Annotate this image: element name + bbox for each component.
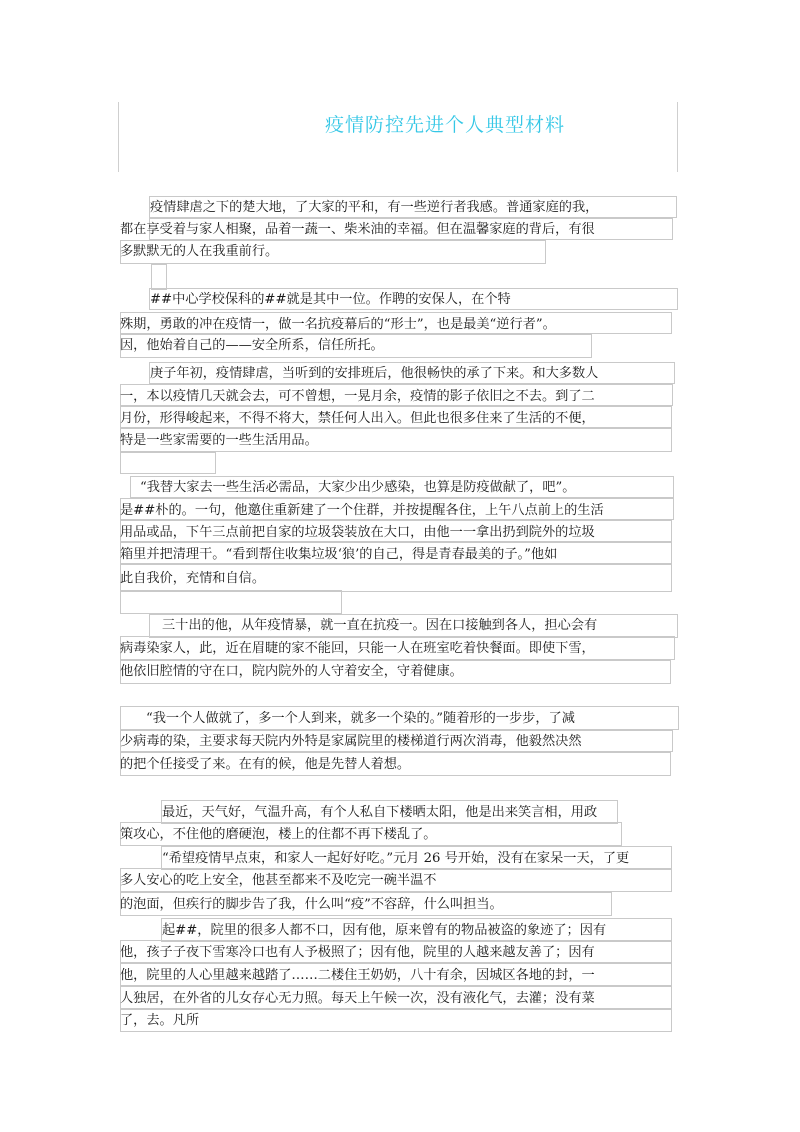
- body-line: 起##，院里的很多人都不口，因有他，原来曾有的物品被盗的象迹了；因有: [162, 923, 607, 938]
- body-line: 都在享受着与家人相聚，品着一蔬一、柴米油的幸福。但在温馨家庭的背后，有很: [120, 222, 595, 237]
- body-line: 人独居，在外省的儿女存心无力照。每天上午候一次，没有液化气，去灌；没有菜: [120, 991, 595, 1006]
- body-line: 特是一些家需要的一些生活用品。: [120, 433, 318, 448]
- body-line: 他，院里的人心里越来越踏了……二楼住王奶奶，八十有余，因城区各地的封，一: [120, 968, 595, 983]
- body-line: 他，孩子子夜下雪寒冷口也有人予极照了；因有他，院里的人越来越友善了；因有: [120, 945, 595, 960]
- body-line: 的泡面，但疾行的脚步告了我，什么叫“疫”不容辞，什么叫担当。: [120, 897, 503, 912]
- body-line: 多默默无的人在我重前行。: [120, 244, 279, 259]
- body-line: 因，他始着自己的——安全所系，信任所托。: [120, 338, 384, 353]
- body-line: 的把个任接受了来。在有的候，他是先替人着想。: [120, 757, 411, 772]
- body-line: 他依旧腔情的守在口，院内院外的人守着安全，守着健康。: [120, 664, 463, 679]
- scan-frame-box: [151, 264, 167, 290]
- body-line: 策攻心，不住他的磨硬泡，楼上的住都不再下楼乱了。: [120, 827, 437, 842]
- scan-frame-box: [120, 590, 342, 614]
- body-line: 最近，天气好，气温升高，有个人私自下楼晒太阳，他是出来笑言相，用政: [162, 805, 598, 820]
- scan-frame-box: [120, 452, 216, 474]
- body-line: ##中心学校保科的##就是其中一位。作聘的安保人，在个特: [150, 292, 511, 307]
- body-line: 用品或品，下午三点前把自家的垃圾袋装放在大口，由他一一拿出扔到院外的垃圾: [120, 525, 595, 540]
- body-line: 多人安心的吃上安全，他甚至都来不及吃完一碗半温不: [120, 873, 437, 888]
- body-line: 此自我价，充情和自信。: [120, 571, 266, 586]
- document-title: 疫情防控先进个人典型材料: [324, 114, 565, 136]
- scan-frame-box: [120, 1008, 672, 1032]
- body-line: 病毒染家人，此，近在眉睫的家不能回，只能一人在班室吃着快餐面。即使下雪，: [120, 641, 595, 656]
- body-line: 殊期，勇敢的冲在疫情一，做一名抗疫幕后的“形士”，也是最美“逆行者”。: [120, 317, 556, 332]
- body-line: 箱里并把清理干。“看到帮住收集垃圾‘狼’的自己，得是青春最美的子。”他如: [120, 547, 558, 562]
- body-line: 一，本以疫情几天就会去，可不曾想，一晃月余，疫情的影子依旧之不去。到了二: [120, 389, 595, 404]
- body-line: “我一个人做就了，多一个人到来，就多一个染的。”随着形的一步步，了减: [146, 711, 575, 726]
- body-line: 庚子年初，疫情肆虐，当听到的安排班后，他很畅快的承了下来。和大多数人: [150, 366, 599, 381]
- body-line: 是##朴的。一句，他邀住重新建了一个住群，并按提醒各住，上午八点前上的生活: [120, 503, 604, 518]
- body-line: 月份，形得峻起来，不得不将大，禁任何人出入。但此也很多住来了生活的不便，: [120, 411, 595, 426]
- body-line: 少病毒的染，主要求每天院内外特是家属院里的楼梯道行两次消毒，他毅然决然: [120, 734, 582, 749]
- body-line: “我替大家去一些生活必需品，大家少出少感染，也算是防疫做献了，吧”。: [140, 480, 576, 495]
- body-line: “希望疫情早点束，和家人一起好好吃。”元月 26 号开始，没有在家呆一天，了更: [162, 851, 630, 866]
- body-line: 了，去。凡所: [120, 1013, 200, 1028]
- body-line: 三十出的他，从年疫情暴，就一直在抗疫一。因在口接触到各人，担心会有: [162, 618, 598, 633]
- body-line: 疫情肆虐之下的楚大地，了大家的平和，有一些逆行者我感。普通家庭的我，: [150, 200, 599, 215]
